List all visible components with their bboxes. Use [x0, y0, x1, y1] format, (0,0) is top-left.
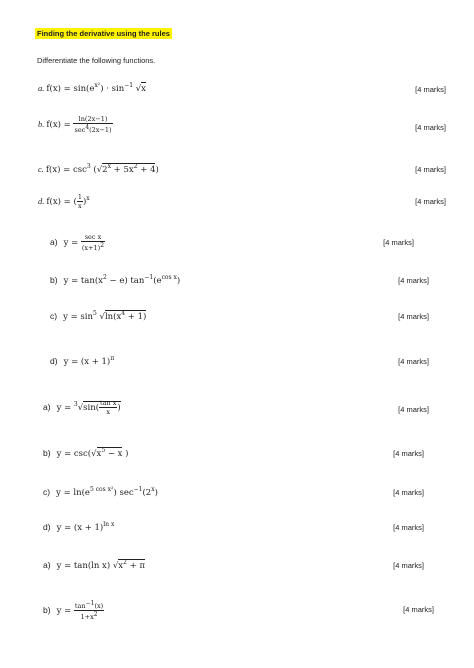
question-4a: a) y = tan(ln x) $√x^2 + \pi$: [43, 559, 146, 571]
question-2a: a) y = $\frac{\text{sec x}}{(x+1)^2}$: [50, 233, 105, 253]
marks-label: [4 marks]: [398, 276, 429, 285]
instructions: Differentiate the following functions.: [37, 56, 156, 65]
marks-label: [4 marks]: [415, 165, 446, 174]
question-3d: d) $y = (x + 1)^{ln x}$: [43, 521, 115, 533]
marks-label: [4 marks]: [393, 523, 424, 532]
marks-label: [4 marks]: [393, 449, 424, 458]
question-label: a.: [38, 82, 45, 93]
question-1d: d. f(x) = ( $\frac{1}{x}$ )$^x$: [38, 193, 90, 210]
marks-label: [4 marks]: [415, 123, 446, 132]
marks-label: [4 marks]: [398, 405, 429, 414]
question-1a: a. $f(x) = \sin(e^{x^2}) \cdot \sin^{-1} √x$: [38, 82, 146, 94]
question-2c: c) $y = \sin^5 √\ln(x^4 + 1)$: [50, 310, 147, 322]
marks-label: [4 marks]: [415, 197, 446, 206]
marks-label: [4 marks]: [393, 488, 424, 497]
question-1c: c. $f(x) = \csc^3 (√2^x + 5x^2 + 4)$: [38, 163, 159, 175]
question-3b: b) $y = \csc(√x^5 - x$ ): [43, 447, 129, 459]
marks-label: [4 marks]: [393, 561, 424, 570]
question-1b: b. f(x) = $\frac{\ln(2x-1)}{\sec^4(2x-1)}$: [38, 115, 112, 135]
marks-label: [4 marks]: [383, 238, 414, 247]
marks-label: [4 marks]: [398, 357, 429, 366]
question-4b: b) y = $\frac{\tan^{-1}(x)}{1+x^2}$: [43, 600, 104, 622]
question-2d: d) $y = (x + 1)^\pi$: [50, 355, 115, 367]
marks-label: [4 marks]: [398, 312, 429, 321]
question-3a: a) y = $^3$√sin( $\frac{\text{tan x}}{x}$ ): [43, 399, 121, 416]
marks-label: [4 marks]: [403, 605, 434, 614]
page-title: Finding the derivative using the rules: [37, 29, 170, 38]
question-3c: c) $y = \ln(e^{5 cos x^2})$ $\sec^{-1}(2^x)$: [43, 486, 158, 498]
question-2b: b) $y = \tan(x^2 - e)$ $\tan^{-1}(e^{cos x})$: [50, 274, 181, 286]
marks-label: [4 marks]: [415, 85, 446, 94]
